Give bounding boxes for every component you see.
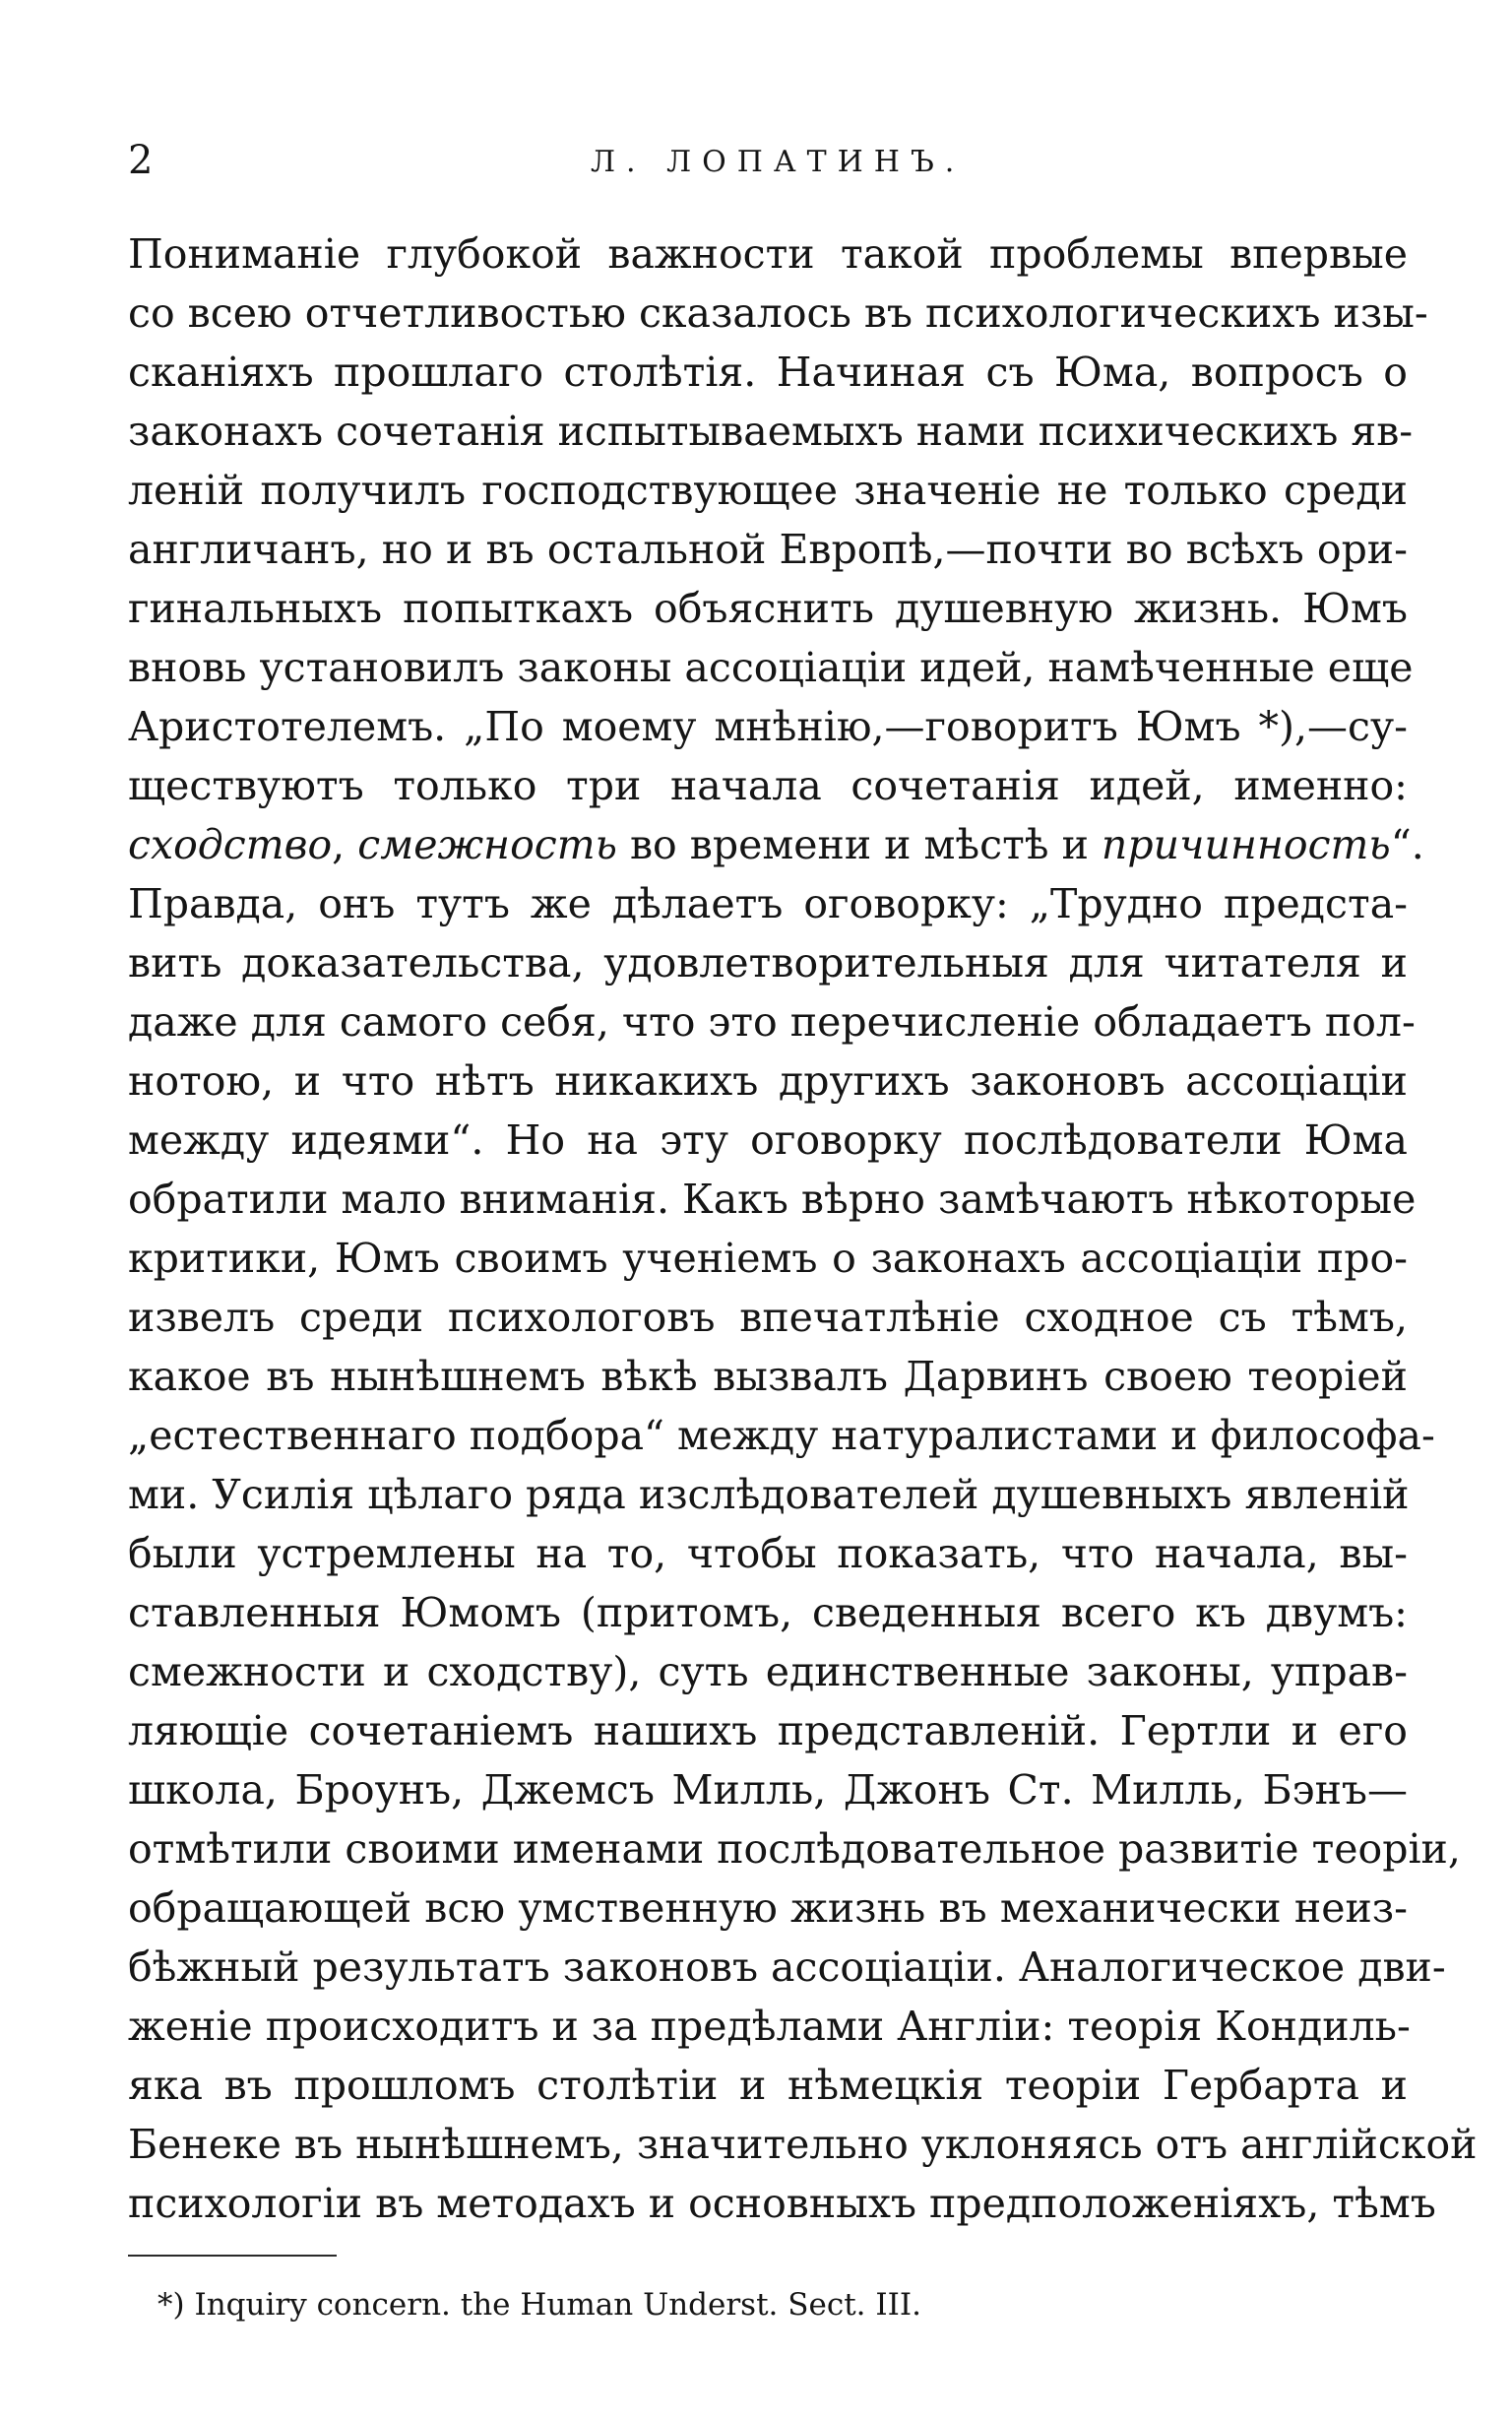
text-run: вить доказательства, удовлетворительныя для читателя и bbox=[128, 939, 1408, 987]
text-run: во времени и мѣстѣ и bbox=[616, 821, 1102, 868]
text-line bbox=[128, 1760, 1408, 1819]
text-run: были устремлены на то, чтобы показать, что начала, вы- bbox=[128, 1530, 1408, 1577]
text-line bbox=[128, 1051, 1408, 1111]
text-line bbox=[128, 224, 1408, 284]
text-line bbox=[128, 1938, 1446, 1997]
text-run: смежности и сходству), суть единственные законы, управ- bbox=[128, 1648, 1408, 1695]
text-run: Аристотелемъ. „По моему мнѣнію,—говоритъ Юмъ *),—су- bbox=[128, 703, 1408, 750]
text-line bbox=[128, 461, 1408, 520]
text-run: яка въ прошломъ столѣтіи и нѣмецкія теоріи Гербарта и bbox=[128, 2062, 1408, 2109]
text-line bbox=[128, 638, 1414, 697]
text-line bbox=[128, 343, 1408, 402]
text-run: сканіяхъ прошлаго столѣтія. Начиная съ Юма, вопросъ о bbox=[128, 349, 1408, 396]
text-run: гинальныхъ попыткахъ объяснить душевную жизнь. Юмъ bbox=[128, 585, 1408, 632]
text-line bbox=[128, 992, 1416, 1051]
text-run: критики, Юмъ своимъ ученіемъ о законахъ ассоціаціи про- bbox=[128, 1235, 1408, 1282]
page-number: 2 bbox=[128, 138, 154, 183]
text-run: Пониманіе глубокой важности такой проблемы впервые bbox=[128, 230, 1408, 278]
text-line bbox=[128, 2056, 1408, 2115]
text-line bbox=[128, 1701, 1408, 1760]
text-line bbox=[128, 402, 1414, 461]
text-line bbox=[128, 874, 1408, 933]
text-line bbox=[128, 933, 1408, 992]
italic-term: смежность bbox=[357, 821, 617, 868]
text-run: отмѣтили своими именами послѣдовательное развитіе теоріи, bbox=[128, 1825, 1461, 1873]
text-line bbox=[128, 1170, 1417, 1229]
text-line bbox=[128, 1111, 1408, 1170]
text-line bbox=[128, 284, 1428, 343]
text-run: Бенеке въ нынѣшнемъ, значительно уклоняясь отъ англійской bbox=[128, 2121, 1478, 2168]
text-run: “. bbox=[1390, 821, 1424, 868]
text-run: даже для самого себя, что это перечисленіе обладаетъ пол- bbox=[128, 998, 1416, 1046]
text-line bbox=[128, 697, 1408, 756]
text-line bbox=[128, 1524, 1408, 1583]
text-run: ставленныя Юмомъ (притомъ, сведенныя всего къ двумъ: bbox=[128, 1589, 1408, 1636]
text-line bbox=[128, 1288, 1408, 1347]
text-run: женіе происходитъ и за предѣлами Англіи: теорія Кондиль- bbox=[128, 2003, 1411, 2050]
text-run: законахъ сочетанія испытываемыхъ нами психическихъ яв- bbox=[128, 408, 1414, 455]
text-run: обратили мало вниманія. Какъ вѣрно замѣчаютъ нѣкоторые bbox=[128, 1176, 1417, 1223]
text-line bbox=[128, 815, 1424, 874]
text-line bbox=[128, 1642, 1408, 1701]
running-head: Л. ЛОПАТИНЪ. bbox=[591, 145, 966, 179]
text-line bbox=[128, 1347, 1408, 1406]
text-line bbox=[128, 1879, 1408, 1938]
text-run: между идеями“. Но на эту оговорку послѣдователи Юма bbox=[128, 1116, 1408, 1164]
text-run: нотою, и что нѣтъ никакихъ другихъ законовъ ассоціаціи bbox=[128, 1057, 1408, 1105]
text-run: , bbox=[332, 821, 358, 868]
text-run: вновь установилъ законы ассоціаціи идей, намѣченные еще bbox=[128, 644, 1414, 691]
text-run: извелъ среди психологовъ впечатлѣніе сходное съ тѣмъ, bbox=[128, 1294, 1408, 1341]
italic-term: сходство bbox=[128, 821, 333, 868]
text-run: школа, Броунъ, Джемсъ Милль, Джонъ Ст. Милль, Бэнъ— bbox=[128, 1766, 1408, 1814]
text-run: ществуютъ только три начала сочетанія идей, именно: bbox=[128, 762, 1408, 809]
text-run: со всею отчетливостью сказалось въ психологическихъ изы- bbox=[128, 289, 1428, 337]
text-line bbox=[128, 1406, 1435, 1465]
text-run: обращающей всю умственную жизнь въ механически неиз- bbox=[128, 1884, 1408, 1932]
footnote-divider bbox=[128, 2255, 337, 2257]
text-line bbox=[128, 520, 1408, 579]
footnote: *) Inquiry concern. the Human Underst. Sect. III. bbox=[158, 2287, 921, 2323]
text-run: психологіи въ методахъ и основныхъ предположеніяхъ, тѣмъ bbox=[128, 2180, 1436, 2227]
text-line bbox=[128, 1583, 1408, 1642]
text-line bbox=[128, 2115, 1478, 2174]
text-run: „естественнаго подбора“ между натуралистами и философа- bbox=[128, 1412, 1435, 1459]
text-line bbox=[128, 1465, 1408, 1524]
main-paragraph bbox=[128, 224, 1478, 2233]
text-run: Правда, онъ тутъ же дѣлаетъ оговорку: „Трудно предста- bbox=[128, 880, 1408, 927]
text-line bbox=[128, 579, 1408, 638]
text-run: англичанъ, но и въ остальной Европѣ,—почти во всѣхъ ори- bbox=[128, 526, 1408, 573]
page-header bbox=[128, 136, 1408, 195]
text-line bbox=[128, 1229, 1408, 1288]
text-line bbox=[128, 1997, 1411, 2056]
text-run: ми. Усилія цѣлаго ряда изслѣдователей душевныхъ явленій bbox=[128, 1471, 1410, 1518]
text-run: бѣжный результатъ законовъ ассоціаціи. Аналогическое дви- bbox=[128, 1943, 1446, 1991]
text-run: какое въ нынѣшнемъ вѣкѣ вызвалъ Дарвинъ своею теоріей bbox=[128, 1353, 1408, 1400]
text-line bbox=[128, 756, 1408, 815]
italic-term: причинность bbox=[1101, 821, 1391, 868]
text-line bbox=[128, 2174, 1436, 2233]
text-run: ляющіе сочетаніемъ нашихъ представленій. Гертли и его bbox=[128, 1707, 1408, 1754]
text-run: леній получилъ господствующее значеніе не только среди bbox=[128, 467, 1408, 514]
text-line bbox=[128, 1819, 1461, 1879]
